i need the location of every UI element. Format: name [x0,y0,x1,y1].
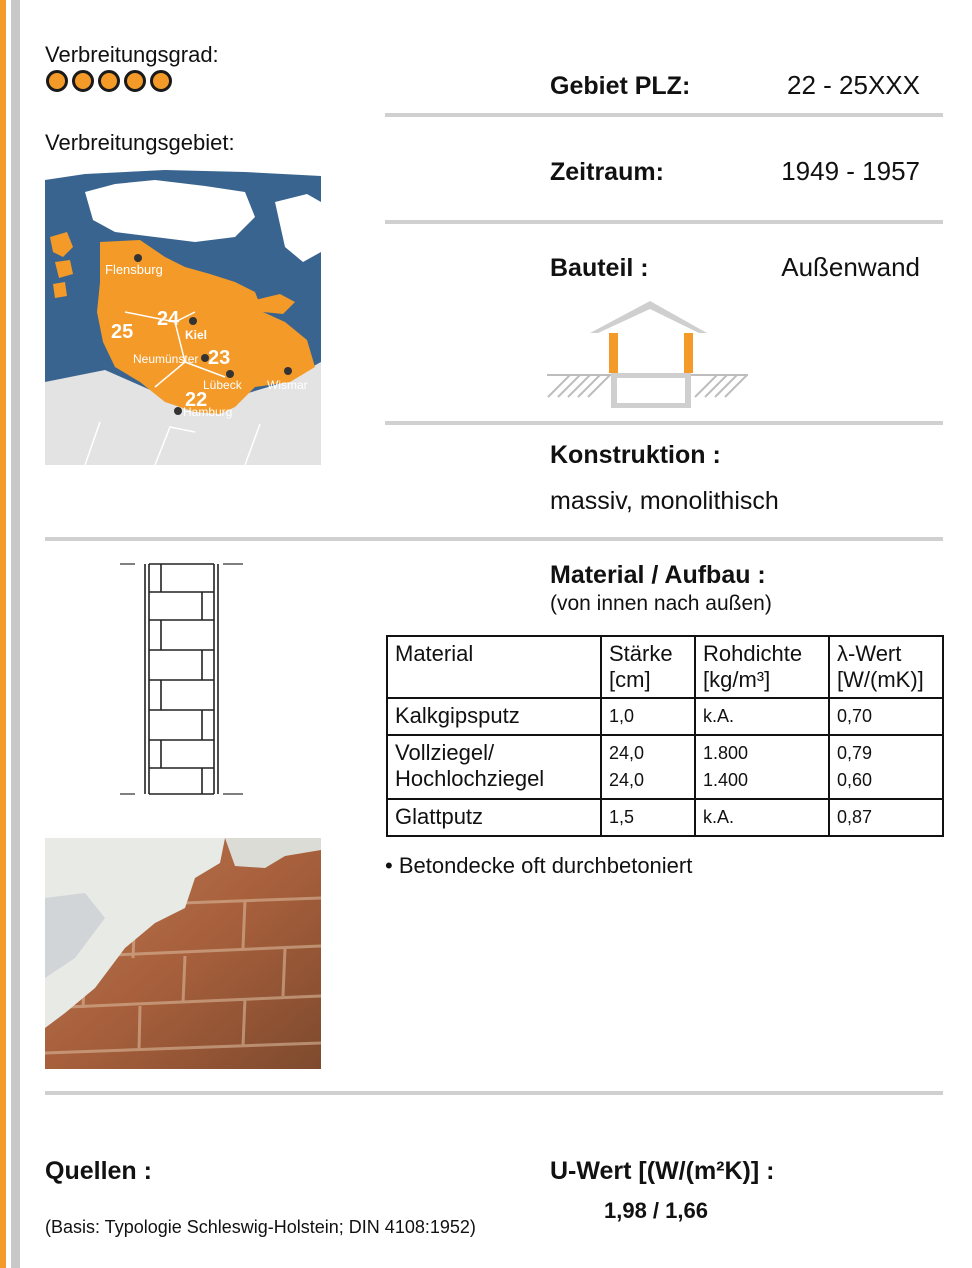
cell-staerke: 1,5 [609,807,635,827]
cell-staerke: 24,0 [609,770,645,790]
rating-dot-icon [72,70,94,92]
table-row [387,698,943,735]
map-city-label: Lübeck [203,378,242,392]
zeitraum-value: 1949 - 1957 [781,156,920,186]
map-city-label: Flensburg [105,262,163,277]
cell-lambda: 0,70 [837,706,873,726]
map-region-label: 22 [185,389,208,411]
map-region-label: 23 [208,347,231,369]
cell-staerke: 1,0 [609,706,635,726]
material-subtitle: (von innen nach außen) [550,592,772,615]
gebiet-label: Gebiet PLZ: [550,72,691,100]
column-header: Stärke [609,641,673,666]
cell-lambda: 0,60 [837,770,873,790]
rating-dot-icon [98,70,120,92]
gebiet-value: 22 - 25XXX [787,70,920,100]
wall-section-icon [118,558,248,798]
cell-rohdichte: k.A. [703,706,735,726]
distribution-map [45,162,321,465]
divider [385,421,943,425]
uwert-value: 1,98 / 1,66 [604,1198,708,1223]
cell-material: Glattputz [395,804,484,829]
material-title: Material / Aufbau : [550,561,766,589]
table-header-row [387,636,943,698]
column-header-unit: [W/(mK)] [837,667,924,692]
column-header: Material [395,641,474,666]
map-region-label: 25 [111,321,134,343]
map-city-label: Neumünster [133,352,199,366]
cell-staerke: 24,0 [609,743,645,763]
cell-material: Vollziegel/ [395,740,495,765]
quellen-text: (Basis: Typologie Schleswig-Holstein; DIN 4108:1952) [45,1217,476,1237]
uwert-label: U-Wert [(W/(m²K)] : [550,1157,775,1185]
verbreitungsgrad-label: Verbreitungsgrad: [45,42,219,67]
map-region-label: 24 [157,308,180,330]
rating-dot-icon [46,70,68,92]
cell-material: Hochlochziegel [395,766,545,791]
quellen-label: Quellen : [45,1157,152,1185]
table-row [387,735,943,799]
zeitraum-label: Zeitraum: [550,158,664,186]
cell-material: Kalkgipsputz [395,703,520,728]
divider [45,1091,943,1095]
accent-stripe [0,0,6,1268]
verbreitungsgebiet-label: Verbreitungsgebiet: [45,130,235,155]
column-header: λ-Wert [837,641,902,666]
cell-rohdichte: 1.400 [703,770,749,790]
map-city-label: Kiel [185,328,208,342]
column-header-unit: [kg/m³] [703,667,771,692]
map-city-label: Hamburg [183,405,233,419]
cell-rohdichte: k.A. [703,807,735,827]
table-row [387,799,943,836]
side-stripe [11,0,20,1268]
konstruktion-label: Konstruktion : [550,441,721,469]
divider [385,220,943,224]
map-city-label: Wismar [267,378,308,392]
cell-lambda: 0,79 [837,743,873,763]
column-header-unit: [cm] [609,667,651,692]
wall-photo [45,838,321,1069]
cell-lambda: 0,87 [837,807,873,827]
bauteil-label: Bauteil : [550,254,649,282]
note-text: • Betondecke oft durchbetoniert [385,853,693,878]
house-wall-icon [545,295,750,410]
divider [45,537,943,541]
divider [385,113,943,117]
rating-dot-icon [124,70,146,92]
rating-dots [46,70,176,97]
material-table [386,635,944,837]
rating-dot-icon [150,70,172,92]
konstruktion-value: massiv, monolithisch [550,487,779,515]
bauteil-value: Außenwand [781,252,920,282]
cell-rohdichte: 1.800 [703,743,749,763]
column-header: Rohdichte [703,641,803,666]
